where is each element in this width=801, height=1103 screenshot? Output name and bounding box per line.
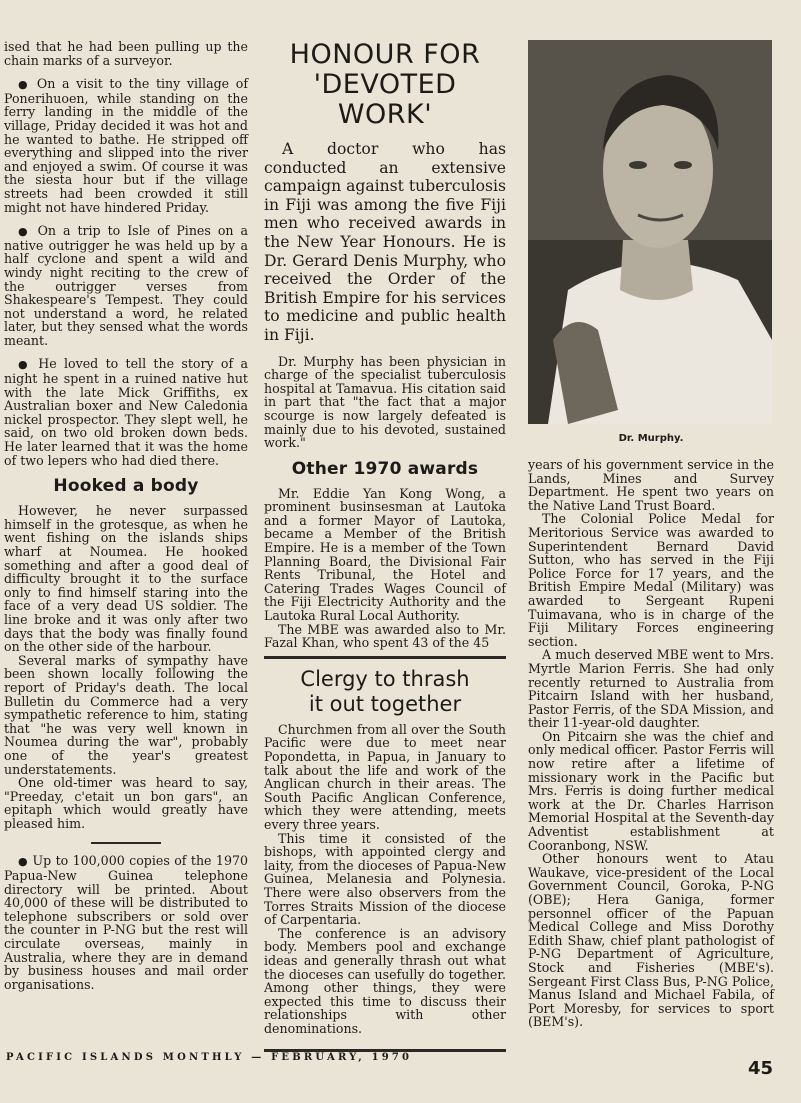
running-footer: PACIFIC ISLANDS MONTHLY — FEBRUARY, 1970 xyxy=(6,1052,413,1063)
paragraph: The MBE was awarded also to Mr. Fazal Khan, who spent 43 of the 45 xyxy=(264,621,506,651)
portrait-photo xyxy=(528,40,772,424)
paragraph: However, he never surpassed himself in the grotesque, as when he went fishing on the islands ships wharf at Noumea. He hooked something and after a good deal of difficulty brought it to the surface only to find himself staring into the face of a very dead US soldier. The line broke and it was only after two days that the body was finally found on the other side of the harbour. xyxy=(4,503,248,655)
headline-clergy: Clergy to thrash it out together xyxy=(300,666,470,716)
paragraph: Mr. Eddie Yan Kong Wong, a prominent businsesman at Lautoka and a former Mayor of Lautoka, became a Member of the British Empire. He is a member of the Town Planning Board, the Divisional Fair Rents Tribunal, the Hotel and Catering Trades Wages Council of the Fiji Electricity Authority and the Lautoka Rural Local Authority. xyxy=(264,485,506,624)
divider xyxy=(91,842,161,844)
lead-paragraph: A doctor who has conducted an extensive campaign against tuberculosis in Fiji was among the five Fiji men who received awards in the New Year Honours. He is Dr. Gerard Denis Murphy, who received the Order of the British Empire for his services to medicine and public health in Fiji. xyxy=(264,140,507,344)
paragraph: ● On a visit to the tiny village of Ponerihuoen, while standing on the ferry landing in the middle of the village, Priday decided it was hot and he wanted to bathe. He stripped off everything and slipped into the river and enjoyed a swim. Of course it was the siesta hour but if the village streets had been crowded it still might not have hindered Priday. xyxy=(4,76,248,215)
paragraph: Other honours went to Atau Waukave, vice-president of the Local Government Council, Goroka, P-NG (OBE); Hera Ganiga, former personnel officer of the Papuan Medical College and Miss Dorothy Edith Shaw, chief plant pathologist of P-NG Department of Agriculture, Stock and Fisheries (MBE's). Sergeant First Class Bus, P-NG Police, Manus Island and Michael Fabila, of Port Moresby, for services to sport (BEM's). xyxy=(528,851,774,1030)
subheading-hooked-a-body: Hooked a body xyxy=(53,476,199,497)
divider xyxy=(264,656,506,659)
paragraph: A much deserved MBE went to Mrs. Myrtle Marion Ferris. She had only recently returned to Australia from Pitcairn Island with her husband, Pastor Ferris, of the SDA Mission, and their 11-year-old daughter. xyxy=(528,647,774,731)
paragraph: This time it consisted of the bishops, with appointed clergy and laity, from the dioceses of Papua-New Guinea, Melanesia and Polynesia. There were also observers from the Torres Straits Mission of the diocese of Carpentaria. xyxy=(264,830,506,928)
column-left xyxy=(4,40,248,991)
paragraph: Dr. Murphy has been physician in charge of the specialist tuberculosis hospital at Tamavua. His citation said in part that "the fact that a major scourge is now largely defeated is mainly due to his devoted, sustained work." xyxy=(264,353,506,451)
portrait-illustration xyxy=(528,40,772,424)
subheading-other-awards: Other 1970 awards xyxy=(291,458,479,479)
paragraph: ● He loved to tell the story of a night he spent in a ruined native hut with the late Mick Griffiths, ex Australian boxer and New Caledonia nickel prospector. They slept well, he said, on two old broken down beds. He later learned that it was the home of two lepers who had died there. xyxy=(4,356,248,468)
bullet-icon: ● xyxy=(18,78,31,92)
headline-honour: HONOUR FOR 'DEVOTED WORK' xyxy=(289,39,481,130)
paragraph: On Pitcairn she was the chief and only medical officer. Pastor Ferris will now retire after a lifetime of missionary work in the Pacific but Mrs. Ferris is doing further medical work at the Dr. Charles Harrison Memorial Hospital at the Seventh-day Adventist establishment at Cooranbong, NSW. xyxy=(528,728,774,853)
bullet-icon: ● xyxy=(18,225,31,239)
bullet-icon: ● xyxy=(18,855,29,869)
column-middle xyxy=(264,40,506,1060)
paragraph: One old-timer was heard to say, "Preeday, c'etait un bon gars", an epitaph which would greatly have pleased him. xyxy=(4,775,248,831)
paragraph: Several marks of sympathy have been shown locally following the report of Priday's death. The local Bulletin du Commerce had a very sympathetic reference to him, stating that "he was very well known in Noumea during the war", probably one of the year's greatest understatements. xyxy=(4,652,248,777)
bullet-icon: ● xyxy=(18,358,31,372)
paragraph: The conference is an advisory body. Members pool and exchange ideas and generally thrash out what the dioceses can usefully do together. Among other things, they were expected this time to discuss their relationships with other denominations. xyxy=(264,925,506,1036)
paragraph: years of his government service in the Lands, Mines and Survey Department. He spent two years on the Native Land Trust Board. xyxy=(528,457,774,513)
paragraph: The Colonial Police Medal for Meritorious Service was awarded to Superintendent Bernard David Sutton, who has served in the Fiji Police Force for 17 years, and the British Empire Medal (Military) was awarded to Sergeant Rupeni Tuimavana, who is in charge of the Fiji Military Forces engineering section. xyxy=(528,511,774,649)
paragraph: ● Up to 100,000 copies of the 1970 Papua-New Guinea telephone directory will be printed. About 40,000 of these will be distributed to telephone subscribers or sold over the counter in P-NG but the rest will circulate overseas, mainly in Australia, where they are in demand by business houses and mail order organisations. xyxy=(4,853,248,992)
photo-caption: Dr. Murphy. xyxy=(618,433,684,444)
paragraph: Churchmen from all over the South Pacific were due to meet near Popondetta, in Papua, in January to talk about the life and work of the Anglican church in their areas. The South Pacific Anglican Conference, which they were attending, meets every three years. xyxy=(264,721,506,832)
page-number: 45 xyxy=(748,1058,774,1079)
paragraph: ● On a trip to Isle of Pines on a native outrigger he was held up by a half cyclone and spent a wild and windy night reciting to the crew of the outrigger verses from Shakespeare's Tempest. They could not understand a word, he related later, but they sensed what the words meant. xyxy=(4,223,248,348)
column-right xyxy=(528,40,774,1029)
paragraph: ised that he had been pulling up the chain marks of a surveyor. xyxy=(4,39,248,68)
